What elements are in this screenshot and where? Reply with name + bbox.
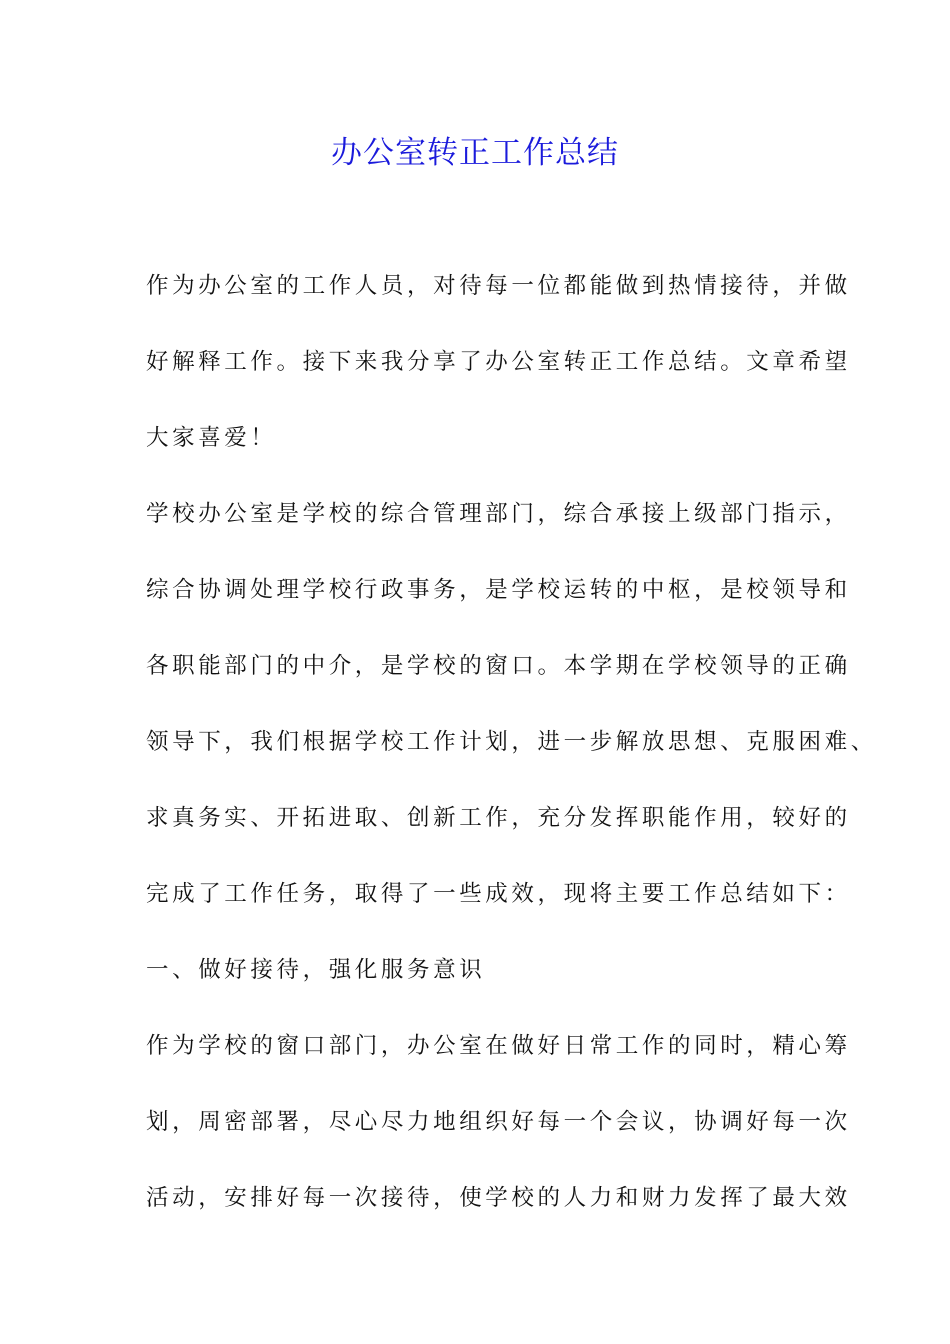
text-line: 作为办公室的工作人员，对待每一位都能做到热情接待，并做: [146, 273, 851, 299]
text-line: 作为学校的窗口部门，办公室在做好日常工作的同时，精心筹: [146, 1033, 851, 1059]
document-body: [146, 263, 877, 1251]
text-line: 活动，安排好每一次接待，使学校的人力和财力发挥了最大效: [146, 1185, 851, 1211]
section-heading: 一、做好接待，强化服务意识: [146, 957, 486, 983]
text-line: 领导下，我们根据学校工作计划，进一步解放思想、克服困难、: [146, 729, 877, 755]
text-line: 学校办公室是学校的综合管理部门，综合承接上级部门指示，: [146, 501, 851, 527]
text-line: 完成了工作任务，取得了一些成效，现将主要工作总结如下：: [146, 881, 851, 907]
text-line: 综合协调处理学校行政事务，是学校运转的中枢，是校领导和: [146, 577, 851, 603]
text-line: 各职能部门的中介，是学校的窗口。本学期在学校领导的正确: [146, 653, 851, 679]
text-line: 好解释工作。接下来我分享了办公室转正工作总结。文章希望: [146, 349, 851, 375]
text-line: 划，周密部署，尽心尽力地组织好每一个会议，协调好每一次: [146, 1109, 851, 1135]
document-title: 办公室转正工作总结: [331, 135, 619, 171]
text-line: 求真务实、开拓进取、创新工作，充分发挥职能作用，较好的: [146, 805, 851, 831]
text-line: 大家喜爱！: [146, 425, 277, 451]
